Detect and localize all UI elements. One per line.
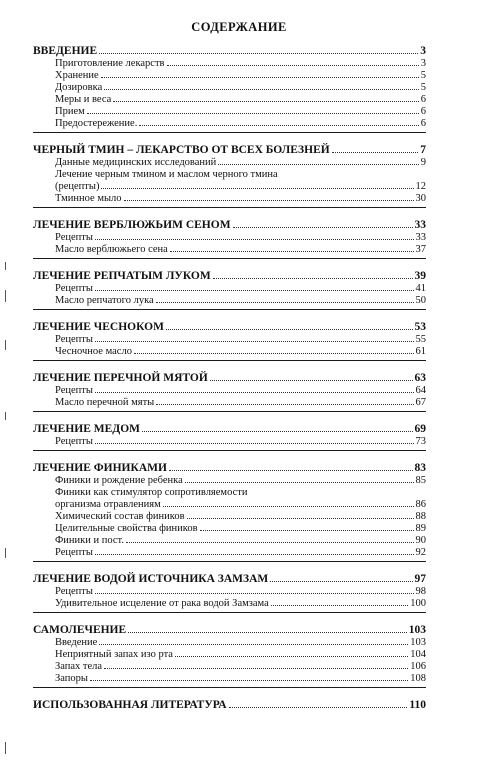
toc-entry-row xyxy=(33,523,426,535)
entry-title: Рецепты xyxy=(55,547,93,558)
dot-leader xyxy=(99,644,408,645)
dot-leader xyxy=(187,518,414,519)
entry-title: Рецепты xyxy=(55,586,93,597)
entry-title: Хранение xyxy=(55,70,99,81)
toc-entry-row xyxy=(33,244,426,256)
page-number: 6 xyxy=(420,118,426,129)
dot-leader xyxy=(134,353,414,354)
dot-leader xyxy=(139,125,418,126)
chapter-title: ЛЕЧЕНИЕ ПЕРЕЧНОЙ МЯТОЙ xyxy=(33,372,208,384)
toc-entry-row xyxy=(33,232,426,244)
page-number: 6 xyxy=(420,94,426,105)
dot-leader xyxy=(229,707,408,708)
dot-leader xyxy=(128,632,407,633)
page-number: 67 xyxy=(415,397,426,408)
dot-leader xyxy=(124,200,414,201)
page-number: 7 xyxy=(420,144,426,156)
toc-chapter-row xyxy=(33,572,426,586)
toc-entry-row xyxy=(33,118,426,130)
toc-entry-row xyxy=(33,475,426,487)
dot-leader xyxy=(95,392,414,393)
dot-leader xyxy=(101,77,419,78)
dot-leader xyxy=(104,89,419,90)
margin-mark xyxy=(5,340,6,350)
entry-title: (рецепты) xyxy=(55,181,100,192)
toc-entry-row xyxy=(33,649,426,661)
entry-title: Химический состав фиников xyxy=(55,511,185,522)
page-number: 33 xyxy=(414,219,426,231)
chapter-title: ЛЕЧЕНИЕ РЕПЧАТЫМ ЛУКОМ xyxy=(33,270,211,282)
page-number: 88 xyxy=(415,511,426,522)
entry-title: Предостережение. xyxy=(55,118,138,129)
toc-entry-row xyxy=(33,334,426,346)
page-number: 92 xyxy=(415,547,426,558)
page-number: 97 xyxy=(414,573,426,585)
page-number: 55 xyxy=(415,334,426,345)
toc-entry-row xyxy=(33,181,426,193)
toc-chapter-row xyxy=(33,44,426,58)
page-number: 30 xyxy=(415,193,426,204)
chapter-title: ЧЕРНЫЙ ТМИН – ЛЕКАРСТВО ОТ ВСЕХ БОЛЕЗНЕЙ xyxy=(33,144,330,156)
page-number: 73 xyxy=(415,436,426,447)
page-number: 3 xyxy=(420,45,426,57)
entry-title: Запах тела xyxy=(55,661,103,672)
toc-entry-row xyxy=(33,661,426,673)
entry-title: Тминное мыло xyxy=(55,193,122,204)
dot-leader xyxy=(101,188,413,189)
toc-entry-row xyxy=(33,385,426,397)
dot-leader xyxy=(332,152,419,153)
toc-entry-row xyxy=(33,58,426,70)
toc-entry-row xyxy=(33,637,426,649)
toc-section xyxy=(33,269,426,310)
page-number: 103 xyxy=(408,624,426,636)
dot-leader xyxy=(270,581,412,582)
dot-leader xyxy=(104,668,408,669)
toc-section xyxy=(33,218,426,259)
page-number: 108 xyxy=(410,673,426,684)
entry-title: Чесночное масло xyxy=(55,346,132,357)
entry-title: Рецепты xyxy=(55,283,93,294)
page-number: 9 xyxy=(420,157,426,168)
page-number: 50 xyxy=(415,295,426,306)
toc-chapter-row xyxy=(33,371,426,385)
entry-title: Неприятный запах изо рта xyxy=(55,649,173,660)
entry-title: Рецепты xyxy=(55,385,93,396)
toc-chapter-row xyxy=(33,218,426,232)
dot-leader xyxy=(126,542,414,543)
dot-leader xyxy=(200,530,414,531)
toc-section xyxy=(33,623,426,688)
toc-entry-row xyxy=(33,193,426,205)
toc-section xyxy=(33,143,426,208)
dot-leader xyxy=(142,431,412,432)
dot-leader xyxy=(271,605,408,606)
chapter-title: ВВЕДЕНИЕ xyxy=(33,45,98,57)
toc-section xyxy=(33,44,426,133)
chapter-title: ЛЕЧЕНИЕ МЕДОМ xyxy=(33,423,141,435)
page-number: 3 xyxy=(420,58,426,69)
page-title: СОДЕРЖАНИЕ xyxy=(191,20,287,34)
page-number: 5 xyxy=(420,82,426,93)
toc-entry-row xyxy=(33,106,426,118)
entry-title: Целительные свойства фиников xyxy=(55,523,198,534)
page-number: 104 xyxy=(410,649,426,660)
dot-leader xyxy=(218,164,418,165)
entry-title: организма отравлениям xyxy=(55,499,161,510)
chapter-title: ИСПОЛЬЗОВАННАЯ ЛИТЕРАТУРА xyxy=(33,699,227,711)
toc-chapter-row xyxy=(33,698,426,712)
dot-leader xyxy=(156,302,414,303)
page-number: 83 xyxy=(414,462,426,474)
toc-entry-row xyxy=(33,673,426,685)
dot-leader xyxy=(99,53,418,54)
toc-entry-row xyxy=(33,157,426,169)
entry-title: Прием xyxy=(55,106,85,117)
entry-title: Рецепты xyxy=(55,436,93,447)
dot-leader xyxy=(233,227,413,228)
toc-section xyxy=(33,371,426,412)
page-number: 85 xyxy=(415,475,426,486)
page-number: 5 xyxy=(420,70,426,81)
toc-entry-row xyxy=(33,511,426,523)
dot-leader xyxy=(175,656,408,657)
entry-title: Приготовление лекарств xyxy=(55,58,165,69)
chapter-title: ЛЕЧЕНИЕ ФИНИКАМИ xyxy=(33,462,167,474)
page-number: 98 xyxy=(415,586,426,597)
dot-leader xyxy=(167,65,419,66)
entry-title: Рецепты xyxy=(55,232,93,243)
entry-title: Финики и пост. xyxy=(55,535,124,546)
toc-entry-row xyxy=(33,598,426,610)
dot-leader xyxy=(95,593,414,594)
dot-leader xyxy=(95,341,414,342)
toc-entry-row xyxy=(33,397,426,409)
chapter-title: САМОЛЕЧЕНИЕ xyxy=(33,624,127,636)
margin-mark xyxy=(5,412,6,420)
margin-mark xyxy=(5,262,6,270)
entry-title: Дозировка xyxy=(55,82,103,93)
page-number: 69 xyxy=(414,423,426,435)
entry-title: Масло репчатого лука xyxy=(55,295,154,306)
page-number: 61 xyxy=(415,346,426,357)
page-number: 64 xyxy=(415,385,426,396)
dot-leader xyxy=(87,113,419,114)
entry-title: Введение xyxy=(55,637,98,648)
page-number: 103 xyxy=(410,637,426,648)
margin-mark xyxy=(5,290,6,302)
toc-entry-row xyxy=(33,70,426,82)
dot-leader xyxy=(169,470,413,471)
dot-leader xyxy=(95,443,414,444)
dot-leader xyxy=(170,251,414,252)
toc-chapter-row xyxy=(33,320,426,334)
toc-entry-row xyxy=(33,82,426,94)
toc-chapter-row xyxy=(33,623,426,637)
toc-section xyxy=(33,698,426,714)
dot-leader xyxy=(163,506,414,507)
dot-leader xyxy=(95,554,414,555)
chapter-title: ЛЕЧЕНИЕ ВЕРБЛЮЖЬИМ СЕНОМ xyxy=(33,219,231,231)
toc-entry-row xyxy=(33,283,426,295)
toc-entry-line: Лечение черным тмином и маслом черного тмина xyxy=(55,169,278,180)
toc-entry-row xyxy=(33,295,426,307)
dot-leader xyxy=(213,278,413,279)
entry-title: Масло перечной мяты xyxy=(55,397,155,408)
toc-section xyxy=(33,572,426,613)
entry-title: Удивительное исцеление от рака водой Замзама xyxy=(55,598,269,609)
toc-entry-row xyxy=(33,94,426,106)
toc-chapter-row xyxy=(33,269,426,283)
toc-section xyxy=(33,422,426,451)
toc-entry-row xyxy=(33,586,426,598)
dot-leader xyxy=(95,239,414,240)
toc-entry-line: Финики как стимулятор сопротивляемости xyxy=(55,487,248,498)
page-number: 106 xyxy=(410,661,426,672)
toc-chapter-row xyxy=(33,422,426,436)
dot-leader xyxy=(95,290,414,291)
page-number: 86 xyxy=(415,499,426,510)
toc-entry-row xyxy=(33,346,426,358)
toc-chapter-row xyxy=(33,143,426,157)
dot-leader xyxy=(156,404,413,405)
table-of-contents xyxy=(33,44,426,724)
entry-title: Данные медицинских исследований xyxy=(55,157,217,168)
dot-leader xyxy=(166,329,413,330)
chapter-title: ЛЕЧЕНИЕ ЧЕСНОКОМ xyxy=(33,321,164,333)
chapter-title: ЛЕЧЕНИЕ ВОДОЙ ИСТОЧНИКА ЗАМЗАМ xyxy=(33,573,269,585)
margin-mark xyxy=(5,548,6,558)
page-number: 110 xyxy=(409,699,426,711)
entry-title: Рецепты xyxy=(55,334,93,345)
toc-entry-row xyxy=(33,436,426,448)
dot-leader xyxy=(210,380,413,381)
margin-mark xyxy=(5,742,6,754)
toc-entry-row xyxy=(33,499,426,511)
page-number: 90 xyxy=(415,535,426,546)
page-number: 37 xyxy=(415,244,426,255)
page-number: 100 xyxy=(410,598,426,609)
dot-leader xyxy=(185,482,414,483)
page-number: 39 xyxy=(414,270,426,282)
entry-title: Запоры xyxy=(55,673,88,684)
page-number: 33 xyxy=(415,232,426,243)
dot-leader xyxy=(113,101,418,102)
page-number: 89 xyxy=(415,523,426,534)
entry-title: Финики и рождение ребенка xyxy=(55,475,183,486)
page-number: 41 xyxy=(415,283,426,294)
toc-entry-row xyxy=(33,535,426,547)
toc-chapter-row xyxy=(33,461,426,475)
entry-title: Масло верблюжьего сена xyxy=(55,244,168,255)
toc-section xyxy=(33,320,426,361)
page-number: 12 xyxy=(415,181,426,192)
entry-title: Меры и веса xyxy=(55,94,112,105)
page-number: 63 xyxy=(414,372,426,384)
page-number: 53 xyxy=(414,321,426,333)
toc-section xyxy=(33,461,426,562)
dot-leader xyxy=(90,680,408,681)
page-number: 6 xyxy=(420,106,426,117)
toc-entry-row xyxy=(33,547,426,559)
